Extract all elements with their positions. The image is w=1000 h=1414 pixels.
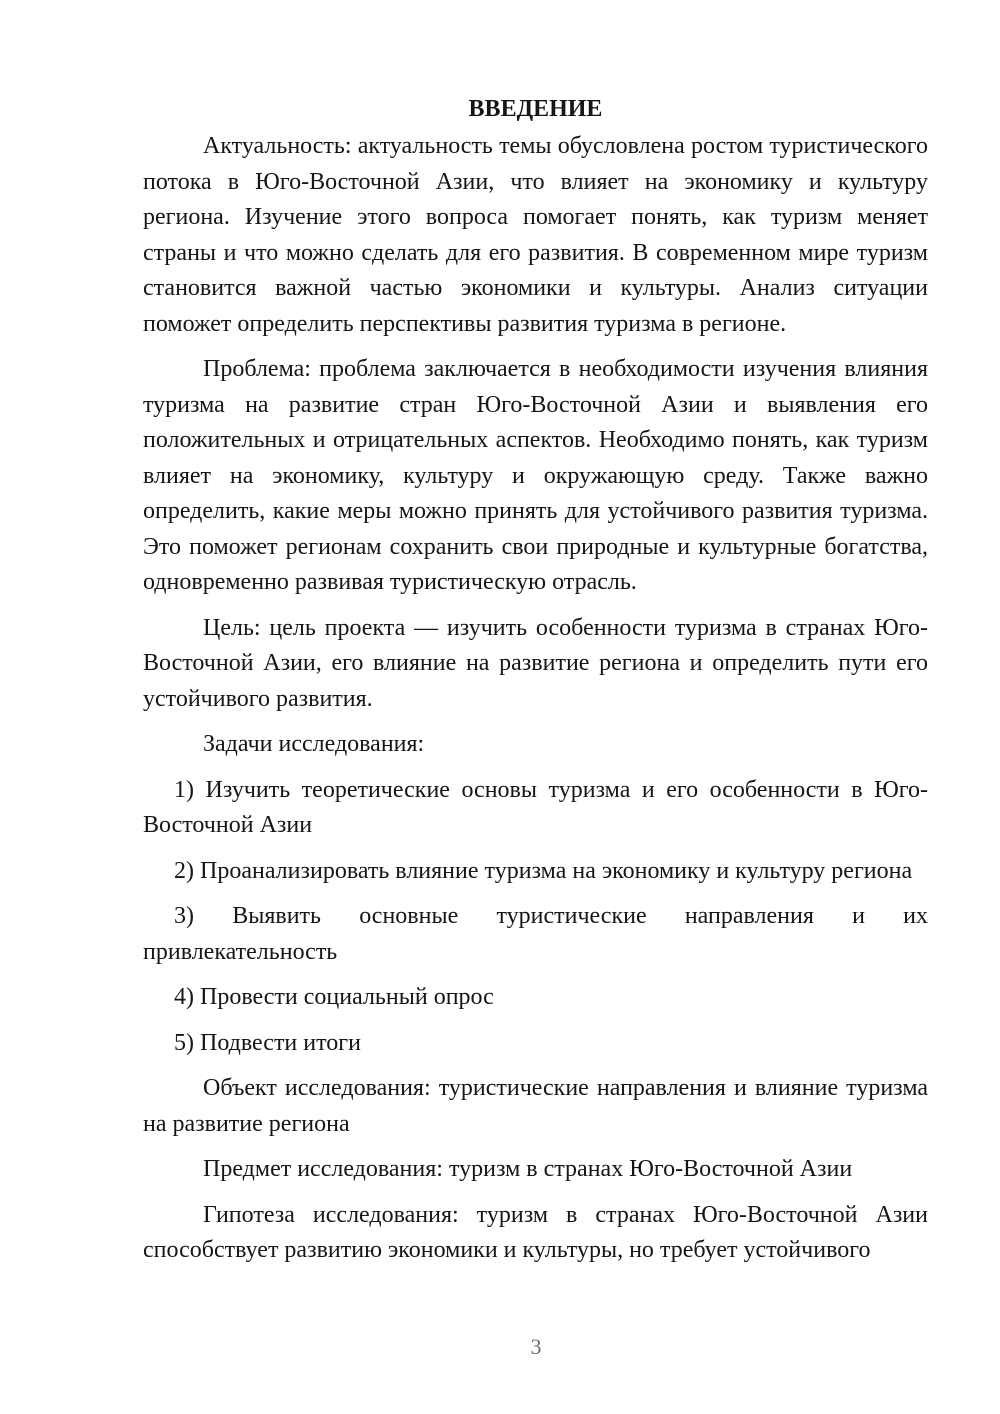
paragraph-problem: Проблема: проблема заключается в необходимости изучения влияния туризма на развитие стран Юго-Восточной Азии и выявления его положительных и отрицательных аспектов. Необходимо понять, как туризм влияет на экономику, культуру и окружающую среду. Также важно определить, какие меры можно принять для устойчивого развития туризма. Это поможет регионам сохранить свои природные и культурные богатства, одновременно развивая туристическую отрасль. <box>143 356 928 595</box>
page-content <box>143 92 928 1279</box>
paragraph-relevance: Актуальность: актуальность темы обусловлена ростом туристического потока в Юго-Восточной Азии, что влияет на экономику и культуру региона. Изучение этого вопроса помогает понять, как туризм меняет страны и что можно сделать для его развития. В современном мире туризм становится важной частью экономики и культуры. Анализ ситуации поможет определить перспективы развития туризма в регионе. <box>143 133 928 337</box>
tasks-heading: Задачи исследования: <box>203 731 425 757</box>
paragraph-object: Объект исследования: туристические направления и влияние туризма на развитие региона <box>143 1075 928 1137</box>
task-item: 2) Проанализировать влияние туризма на экономику и культуру региона <box>174 857 913 884</box>
paragraph-goal: Цель: цель проекта — изучить особенности туризма в странах Юго-Восточной Азии, его влияние на развитие региона и определить пути его устойчивого развития. <box>143 614 928 712</box>
task-item: 4) Провести социальный опрос <box>174 984 494 1010</box>
page-number: 3 <box>530 1334 542 1359</box>
paragraph-hypothesis: Гипотеза исследования: туризм в странах Юго-Восточной Азии способствует развитию экономики и культуры, но требует устойчивого <box>143 1201 928 1263</box>
task-item: 1) Изучить теоретические основы туризма и его особенности в Юго-Восточной Азии <box>143 776 928 838</box>
task-item: 5) Подвести итоги <box>174 1029 361 1056</box>
section-title: ВВЕДЕНИЕ <box>468 96 603 122</box>
task-item: 3) Выявить основные туристические направления и их привлекательность <box>143 903 928 965</box>
paragraph-subject: Предмет исследования: туризм в странах Юго-Восточной Азии <box>203 1156 853 1182</box>
